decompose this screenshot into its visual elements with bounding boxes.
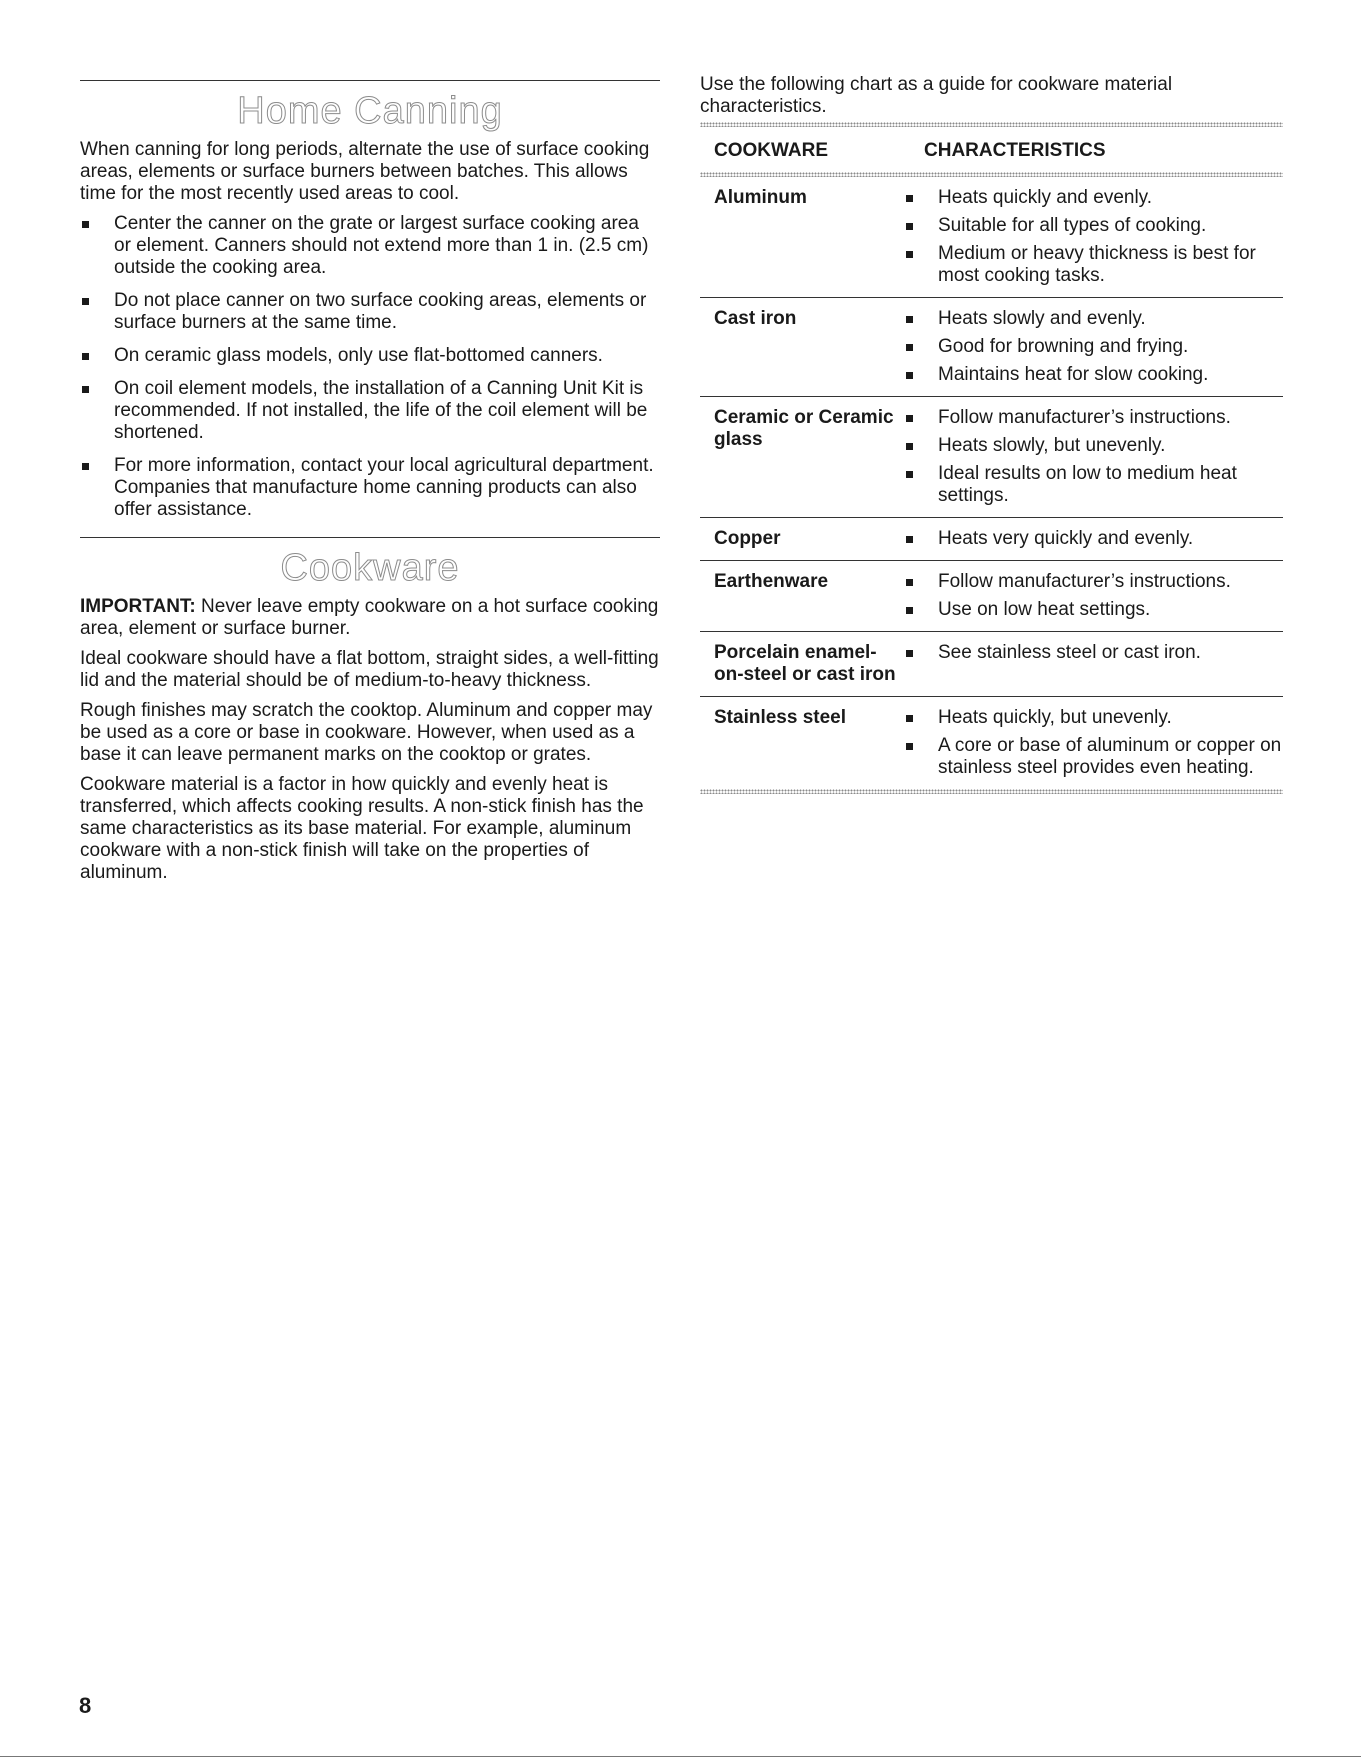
list-item-text: Heats very quickly and evenly. [938,528,1194,549]
list-item [904,599,1283,621]
list-item [904,707,1283,729]
table-row [700,298,1283,397]
material-name: Earthenware [714,571,829,592]
list-item-text: Ideal results on low to medium heat settings. [938,463,1237,506]
table-row [700,561,1283,632]
cookware-paragraph: Rough finishes may scratch the cooktop. Aluminum and copper may be used as a core or base in cookware. However, when used as a base it can leave permanent marks on the cooktop or grates. [80,700,653,765]
dotted-divider [700,789,1283,794]
bullet-square-icon [82,221,89,228]
bullet-square-icon [82,386,89,393]
bullet-square-icon [906,715,913,722]
home-canning-list [80,213,660,521]
list-item [904,528,1283,550]
chart-intro: Use the following chart as a guide for cookware material characteristics. [700,74,1173,117]
bullet-square-icon [906,443,913,450]
table-row [700,177,1283,298]
cookware-paragraph: Ideal cookware should have a flat bottom, straight sides, a well-fitting lid and the material should be of medium-to-heavy thickness. [80,648,659,691]
list-item-text: Follow manufacturer’s instructions. [938,407,1231,428]
bullet-square-icon [906,316,913,323]
left-column [80,80,660,892]
home-canning-intro: When canning for long periods, alternate the use of surface cooking areas, elements or surface burners between batches. This allows time for the most recently used areas to cool. [80,139,650,204]
table-row [700,397,1283,518]
bullet-square-icon [906,579,913,586]
bullet-square-icon [906,372,913,379]
list-item-text: Suitable for all types of cooking. [938,215,1207,236]
bullet-square-icon [906,471,913,478]
list-item [80,345,660,367]
section-divider [80,537,660,538]
bullet-square-icon [906,344,913,351]
bullet-square-icon [906,536,913,543]
home-canning-title: Home Canning [237,90,503,132]
characteristics-list [904,187,1283,287]
bullet-square-icon [906,195,913,202]
bullet-square-icon [906,251,913,258]
bullet-square-icon [906,415,913,422]
list-item-text: Maintains heat for slow cooking. [938,364,1209,385]
list-item-text: See stainless steel or cast iron. [938,642,1201,663]
chart-header [700,127,1283,172]
list-item-text: On ceramic glass models, only use flat-bottomed canners. [114,345,603,366]
list-item [80,213,660,279]
list-item-text: Do not place canner on two surface cooking areas, elements or surface burners at the same time. [114,290,647,333]
bullet-square-icon [82,463,89,470]
list-item-text: Follow manufacturer’s instructions. [938,571,1231,592]
list-item-text: Medium or heavy thickness is best for most cooking tasks. [938,243,1256,286]
list-item-text: Heats quickly and evenly. [938,187,1153,208]
list-item-text: Good for browning and frying. [938,336,1189,357]
section-divider [80,80,660,81]
characteristics-list [904,308,1283,386]
characteristics-list [904,642,1283,686]
list-item [80,455,660,521]
page-bottom-line [0,1756,1361,1757]
characteristics-list [904,707,1283,779]
list-item-text: Center the canner on the grate or largest surface cooking area or element. Canners should not extend more than 1 in. (2.5 cm) outside the cooking area. [114,213,649,278]
cookware-paragraph: Cookware material is a factor in how quickly and evenly heat is transferred, which affects cooking results. A non-stick finish has the same characteristics as its base material. For example, aluminum cookware with a non-stick finish will take on the properties of aluminum. [80,774,644,883]
important-text: Never leave empty cookware on a hot surface cooking area, element or surface burner. [80,596,659,639]
list-item-text: Heats slowly and evenly. [938,308,1146,329]
list-item [904,571,1283,593]
list-item [904,735,1283,779]
page-number: 8 [79,1693,92,1718]
important-label: IMPORTANT: [80,596,196,617]
list-item [80,290,660,334]
list-item [904,364,1283,386]
header-characteristics: CHARACTERISTICS [924,140,1106,161]
characteristics-list [904,407,1283,507]
bullet-square-icon [906,223,913,230]
list-item [904,215,1283,237]
list-item-text: For more information, contact your local agricultural department. Companies that manufacture home canning products can also offer assistance. [114,455,654,520]
bullet-square-icon [906,650,913,657]
list-item-text: On coil element models, the installation of a Canning Unit Kit is recommended. If not installed, the life of the coil element will be shortened. [114,378,648,443]
table-row [700,518,1283,561]
important-note [80,596,660,640]
list-item [904,187,1283,209]
cookware-title: Cookware [280,547,460,589]
list-item-text: Heats slowly, but unevenly. [938,435,1166,456]
list-item [904,642,1283,664]
table-row [700,697,1283,789]
material-name: Stainless steel [714,707,847,728]
list-item [904,463,1283,507]
bullet-square-icon [82,298,89,305]
bullet-square-icon [906,743,913,750]
material-name: Aluminum [714,187,807,208]
right-column [700,74,1283,794]
material-name: Cast iron [714,308,797,329]
list-item [904,336,1283,358]
list-item [904,243,1283,287]
header-cookware: COOKWARE [714,140,828,161]
material-name: Ceramic or Ceramic glass [714,407,894,450]
bullet-square-icon [906,607,913,614]
bullet-square-icon [82,353,89,360]
list-item-text: A core or base of aluminum or copper on stainless steel provides even heating. [938,735,1282,778]
cookware-chart [700,177,1283,789]
list-item [904,435,1283,457]
characteristics-list [904,571,1283,621]
characteristics-list [904,528,1283,550]
list-item-text: Heats quickly, but unevenly. [938,707,1172,728]
material-name: Copper [714,528,781,549]
list-item [904,407,1283,429]
list-item [80,378,660,444]
list-item [904,308,1283,330]
table-row [700,632,1283,697]
list-item-text: Use on low heat settings. [938,599,1151,620]
material-name: Porcelain enamel-on-steel or cast iron [714,642,896,685]
